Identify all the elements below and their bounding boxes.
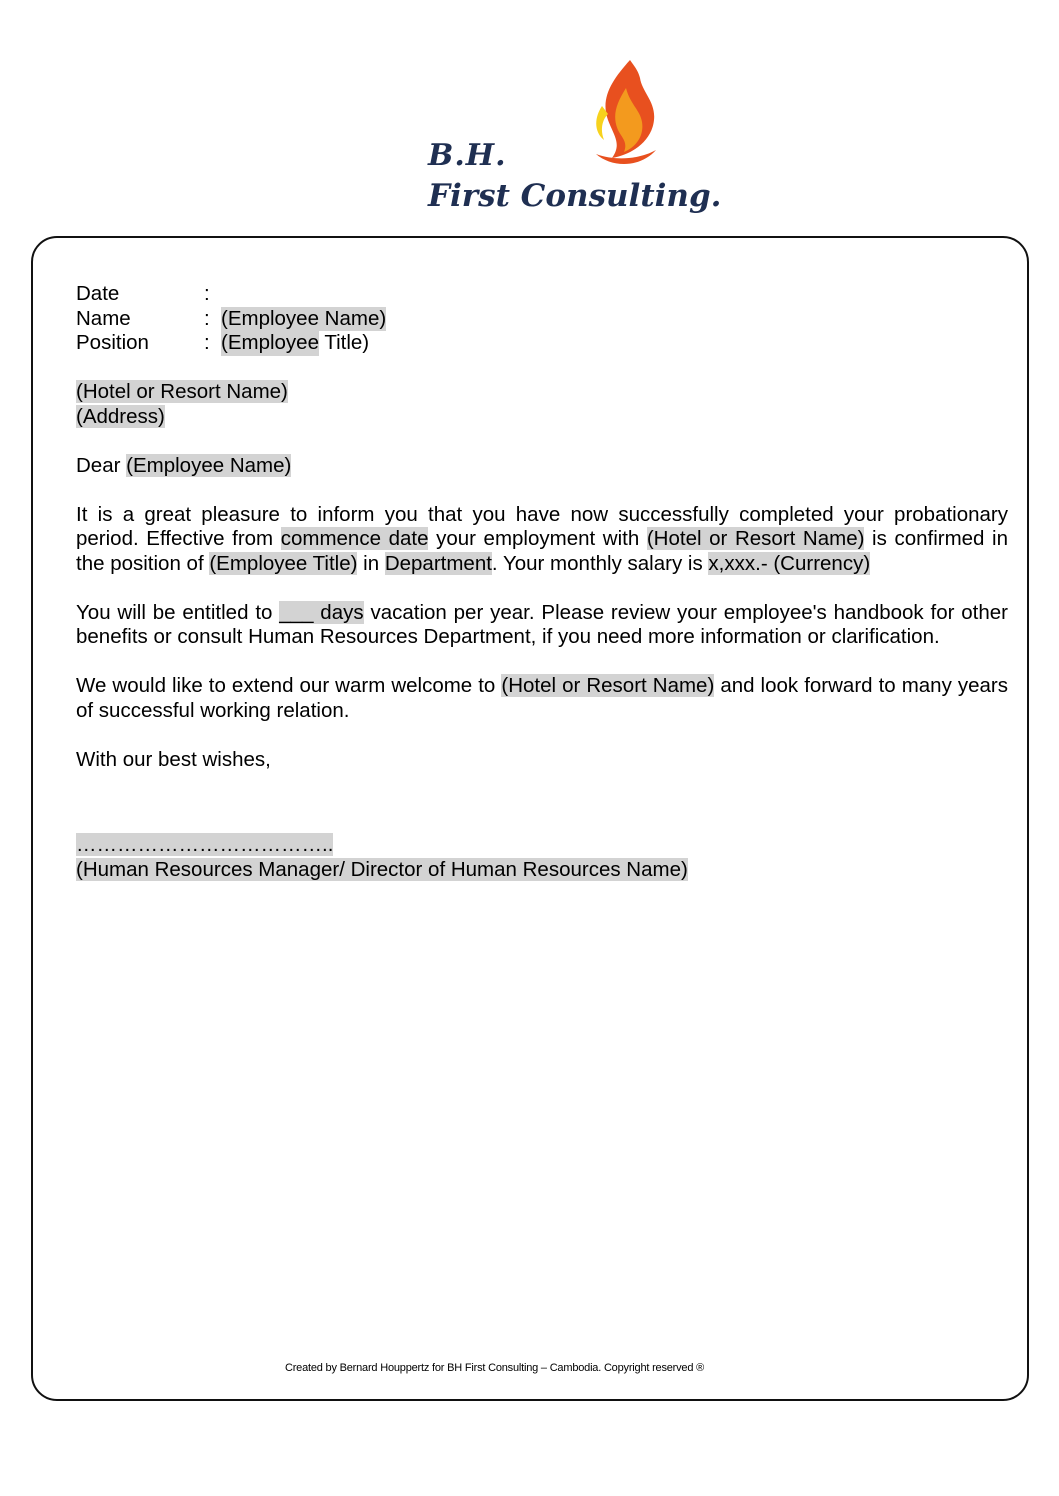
name-row [76,307,1008,332]
position-label: Position [76,331,149,354]
footer-copyright: Created by Bernard Houppertz for BH First Consulting – Cambodia. Copyright reserved ® [284,1362,705,1374]
vacation-days-field: ___ days [279,600,364,624]
hotel-name-field-3: (Hotel or Resort Name) [501,674,715,697]
welcome-paragraph: We would like to extend our warm welcome to (Hotel or Resort Name) and look forward to many years of successful working relation. [76,674,1008,722]
date-row [76,282,1008,307]
department-field: Department [384,551,492,575]
signature-dots: ……………………………….. [76,833,334,856]
employee-name-field: (Employee Name) [221,306,387,330]
signatory-field: (Human Resources Manager/ Director of Human Resources Name) [76,857,688,881]
letter-body [76,282,1008,882]
signature-line [76,833,1008,858]
date-label: Date [76,282,120,305]
salary-field: x,xxx.- (Currency) [708,551,871,575]
dear-text: Dear [76,453,127,477]
hotel-name-line [76,380,1008,405]
name-label: Name [76,306,131,330]
position-row [76,331,1008,356]
address-field: (Address) [76,404,165,428]
employee-title-suffix: Title) [319,331,370,354]
logo-text-line2: First Consulting. [428,178,722,214]
logo-text-line1: B.H. [428,138,507,173]
date-colon: : [204,282,210,305]
vacation-paragraph: You will be entitled to ___ days vacation per year. Please review your employee's handbook for other benefits or consult Human Resources Department, if you need more information or clarification. [76,600,1009,648]
address-line [76,405,1008,430]
signatory-line [76,858,1008,883]
flame-icon [582,58,662,178]
hotel-name-field-2: (Hotel or Resort Name) [646,527,865,550]
salutation-name-field: (Employee Name) [126,453,292,477]
hotel-name-field: (Hotel or Resort Name) [76,380,288,403]
commence-date-field: commence date [280,527,429,550]
employee-title-field-2: (Employee Title) [209,551,358,575]
salutation [76,454,1008,479]
confirmation-paragraph: It is a great pleasure to inform you that you have now successfully completed your probationary period. Effective from commence date your employment with (Hotel or Resort Name) is confirmed in the position of (Employee Title) in Department. Your monthly salary is x,xxx.- (Currency) [76,502,1009,575]
name-colon: : [204,306,210,330]
closing-line: With our best wishes, [76,747,271,771]
employee-title-field: (Employee [221,331,319,354]
company-logo [420,58,722,228]
position-colon: : [204,331,210,354]
